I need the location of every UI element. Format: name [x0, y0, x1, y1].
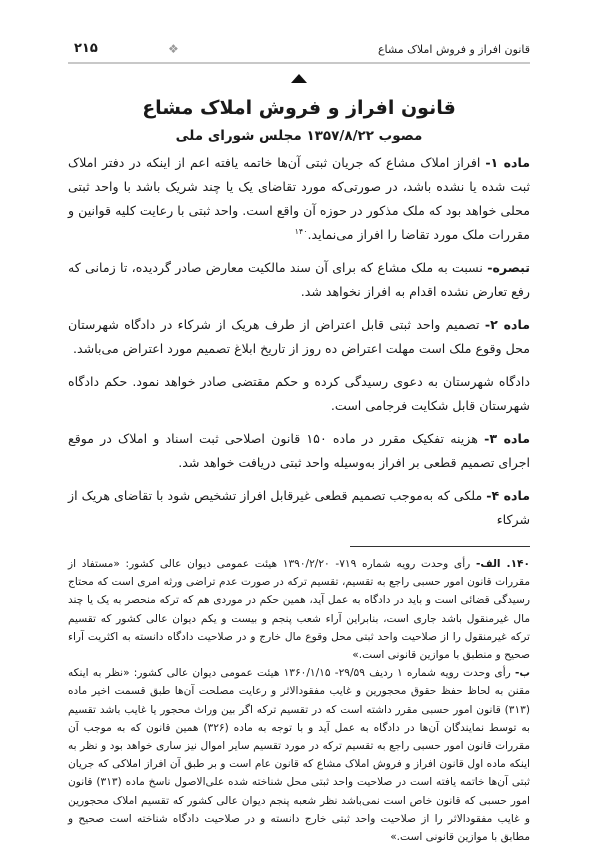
article-2-continued: [68, 370, 530, 418]
page-number: ۲۱۵: [74, 41, 98, 56]
footnote-label: ب-: [514, 667, 531, 680]
note-paragraph: [68, 256, 530, 304]
article-label: ماده ۲-: [484, 317, 530, 332]
article-text: افراز املاک مشاع که جریان ثبتی آن‌ها خاتمه یافته اعم از اینکه در دفتر املاک ثبت شده یا نشده باشد، در صورتی‌که مورد تقاضای یک یا چند شریک باشد با واحد ثبتی محلی خواهد بود که ملک مذکور در حوزه آن واقع است. واحد ثبتی با رعایت کلیه قوانین و مقررات ملک مورد تقاضا را افراز می‌نماید.: [68, 155, 530, 242]
footnote-label: ۱۴۰. الف-: [475, 558, 530, 570]
article-4: [68, 484, 530, 532]
running-header: [68, 40, 530, 64]
triangle-marker-icon: [291, 74, 307, 83]
footnotes: [68, 555, 530, 846]
page-subtitle: مصوب ۱۳۵۷/۸/۲۲ مجلس شورای ملی: [175, 128, 423, 144]
footnote-ref[interactable]: ۱۴۰: [294, 226, 308, 236]
article-text: تصمیم واحد ثبتی قابل اعتراض از طرف هریک از شرکاء در دادگاه شهرستان محل وقوع ملک است مهلت اعتراض ده روز از تاریخ ابلاغ تصمیم مورد اعتراض می‌باشد.: [68, 317, 530, 356]
footnote-text: رأی وحدت رویه شماره ۱ ردیف ۲۹/۵۹- ۱۳۶۰/۱/۱۵ هیئت عمومی دیوان عالی کشور: «نظر به اینکه مقنن به لحاظ حفظ حقوق محجورین و غایب مفقودالاثر و رعایت مصلحت آن‌ها طبق قسمت اخیر ماده (۳۱۳) قانون امور حسبی مقرر داشته است که در تقسیم ترکه اگر بین وراث محجور یا غایب باشد تقسیم به توسط نمایندگان آن‌ها در دادگاه به عمل آید و با توجه به ماده (۳۲۶) همین قانون که به موجب آن مقررات قانون امور حسبی راجع به تقسیم ترکه در مورد تقسیم سایر اموال نیز ساری خواهد بود و نظر به اینکه ماده اول قانون افراز و فروش املاک مشاع که قانون عام است و بر طبق آن افراز املاکی که جریان ثبتی آن‌ها خاتمه یافته است در صلاحیت واحد ثبتی محل شناخته شده علی‌الاصول ناسخ ماده (۳۱۳) قانون امور حسبی که قانون خاص است نمی‌باشد نظر شعبه پنجم دیوان عالی کشور که تقسیم املاک محجورین و غایب مفقودالاثر را از صلاحیت واحد ثبتی خارج دانسته و در صلاحیت دادگاه شناخته است صحیح و مطابق با موازین قانونی است.»: [68, 667, 530, 844]
footnote-text: رأی وحدت رویه شماره ۷۱۹- ۱۳۹۰/۲/۲۰ هیئت عمومی دیوان عالی کشور: «مستفاد از مقررات قانون امور حسبی راجع به تقسیم، تقسیم ترکه در صورت عدم تراضی ورثه امری است که محتاج رسیدگی قضائی است و باید در دادگاه به عمل آید، همین حکم در موردی هم که ترکه منحصر به یک یا چند مال غیرمنقول باشد جاری است، بنابراین آراء شعب پنجم و بیست و یکم دیوان عالی کشور که تقسیم ترکه غیرمنقول را از صلاحیت واحد ثبتی محل وقوع مال خارج و در صلاحیت دادگاه دانسته به اکثریت آراء صحیح و منطبق با موازین قانونی است.»: [68, 558, 530, 662]
article-text: دادگاه شهرستان به دعوی رسیدگی کرده و حکم مقتضی صادر خواهد نمود. حکم دادگاه شهرستان قابل شکایت فرجامی است.: [68, 374, 530, 413]
article-3: [68, 427, 530, 475]
footnote-separator: [350, 546, 530, 547]
article-label: ماده ۳-: [484, 431, 530, 446]
footnote-a: [68, 555, 530, 664]
article-2: [68, 313, 530, 361]
article-label: ماده ۴-: [486, 488, 530, 503]
diamond-ornament-icon: ❖: [168, 42, 179, 56]
article-label: ماده ۱-: [485, 155, 530, 170]
article-1: [68, 151, 530, 247]
page-title: قانون افراز و فروش املاک مشاع: [142, 97, 456, 119]
running-title: قانون افراز و فروش املاک مشاع: [377, 43, 530, 56]
law-body: [68, 151, 530, 532]
article-text: نسبت به ملک مشاع که برای آن سند مالکیت معارض صادر گردیده، تا زمانی که رفع تعارض نشده اقدام به افراز نخواهد شد.: [68, 260, 530, 299]
article-text: هزینه تفکیک مقرر در ماده ۱۵۰ قانون اصلاحی ثبت اسناد و املاک در موقع اجرای تصمیم قطعی بر افراز به‌وسیله واحد ثبتی دریافت خواهد شد.: [68, 431, 530, 470]
article-label: تبصره-: [487, 260, 530, 275]
article-text: ملکی که به‌موجب تصمیم قطعی غیرقابل افراز تشخیص شود با تقاضای هریک از شرکاء: [68, 488, 530, 527]
footnote-b: [68, 664, 530, 846]
